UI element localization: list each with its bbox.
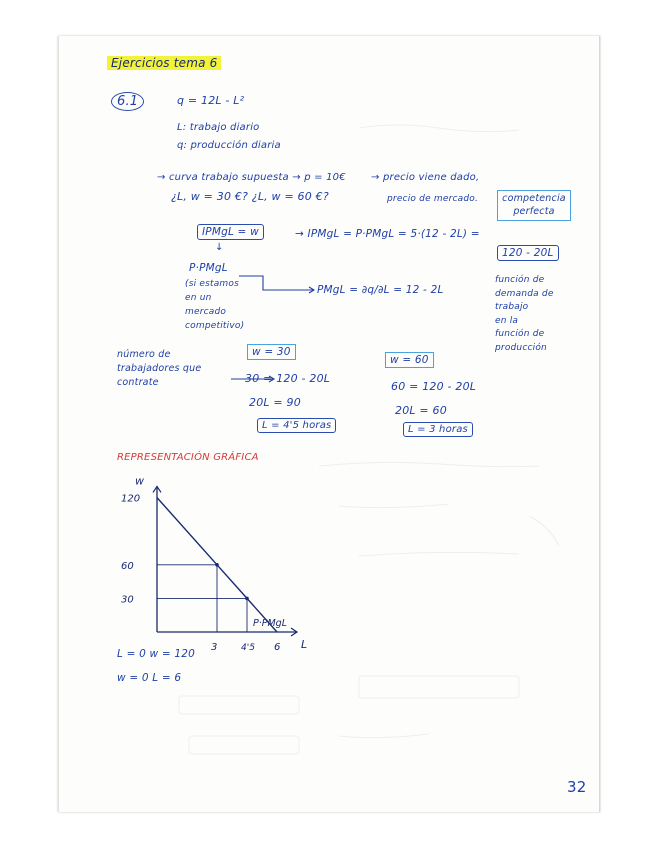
questions: ¿L, w = 30 €? ¿L, w = 60 €?: [171, 190, 329, 203]
curve-label: P·PMgL: [253, 617, 287, 629]
data-point: [215, 563, 219, 567]
statement: → curva trabajo supuesta → p = 10€: [157, 172, 346, 183]
w30-box: w = 30: [247, 344, 296, 360]
cases-label: [117, 348, 201, 389]
demand-note-line: trabajo: [495, 302, 529, 312]
intercept-2: w = 0 L = 6: [117, 672, 182, 684]
pmgl-note-line: (si estamos: [185, 279, 239, 289]
demand-note: [495, 274, 554, 355]
page-heading: Ejercicios tema 6: [107, 56, 221, 70]
w30-result: L = 4'5 horas: [257, 418, 336, 433]
pmgl-label: P·PMgL: [189, 262, 228, 274]
w60-equation-2: 20L = 60: [395, 404, 447, 417]
pmgl-note-line: competitivo): [185, 320, 245, 331]
result-box: 120 - 20L: [497, 245, 559, 261]
x-tick-label: 3: [211, 642, 218, 653]
intercept-1: L = 0 w = 120: [117, 648, 196, 660]
demand-note-line: producción: [495, 342, 547, 353]
demand-note-line: en la: [495, 315, 519, 326]
y-tick-label: 60: [121, 560, 134, 572]
pmgl-note: [185, 278, 244, 334]
competence-box: competencia perfecta: [497, 190, 571, 221]
cases-label-line: trabajadores que: [117, 362, 202, 374]
pmgl-formula: PMgL = ∂q/∂L = 12 - 2L: [317, 284, 444, 296]
cases-label-line: número de: [117, 349, 171, 360]
w60-equation-1: 60 = 120 - 20L: [391, 380, 477, 393]
definition-L: L: trabajo diario: [177, 122, 260, 133]
condition-arrow: ↓: [215, 242, 224, 253]
pmgl-note-line: mercado: [185, 306, 227, 317]
y-tick-label: 30: [121, 594, 134, 606]
bracket-arrow: [237, 272, 317, 302]
cases-label-line: contrate: [117, 376, 159, 388]
pmgl-note-line: en un: [185, 292, 212, 303]
y-axis-label: w: [135, 476, 144, 488]
page-number: 32: [567, 778, 587, 796]
y-tick-label: 120: [121, 493, 141, 505]
graph-title: REPRESENTACIÓN GRÁFICA: [117, 452, 259, 463]
w60-result: L = 3 horas: [403, 422, 473, 437]
market-price: precio de mercado.: [387, 194, 479, 204]
data-point: [245, 597, 249, 601]
definition-q: q: producción diaria: [177, 140, 281, 151]
production-function: q = 12L - L²: [177, 94, 245, 107]
x-tick-label: 6: [274, 642, 281, 653]
w30-equation-2: 20L = 90: [249, 396, 301, 409]
exercise-number: 6.1: [111, 92, 144, 111]
demand-note-line: demanda de: [495, 288, 554, 299]
demand-note-line: función de: [495, 329, 545, 339]
x-axis-label: L: [301, 638, 308, 651]
demand-note-line: función de: [495, 275, 545, 285]
notebook-page: [58, 36, 600, 812]
x-tick-label: 4'5: [241, 643, 255, 653]
wage-labor-chart: [89, 476, 339, 666]
derivation-step: → IPMgL = P·PMgL = 5·(12 - 2L) =: [295, 228, 480, 240]
w30-equation-1: 30 = 120 - 20L: [245, 372, 331, 385]
w60-box: w = 60: [385, 352, 434, 368]
statement-arrow: → precio viene dado,: [371, 172, 480, 183]
condition-box: IPMgL = w: [197, 224, 264, 240]
